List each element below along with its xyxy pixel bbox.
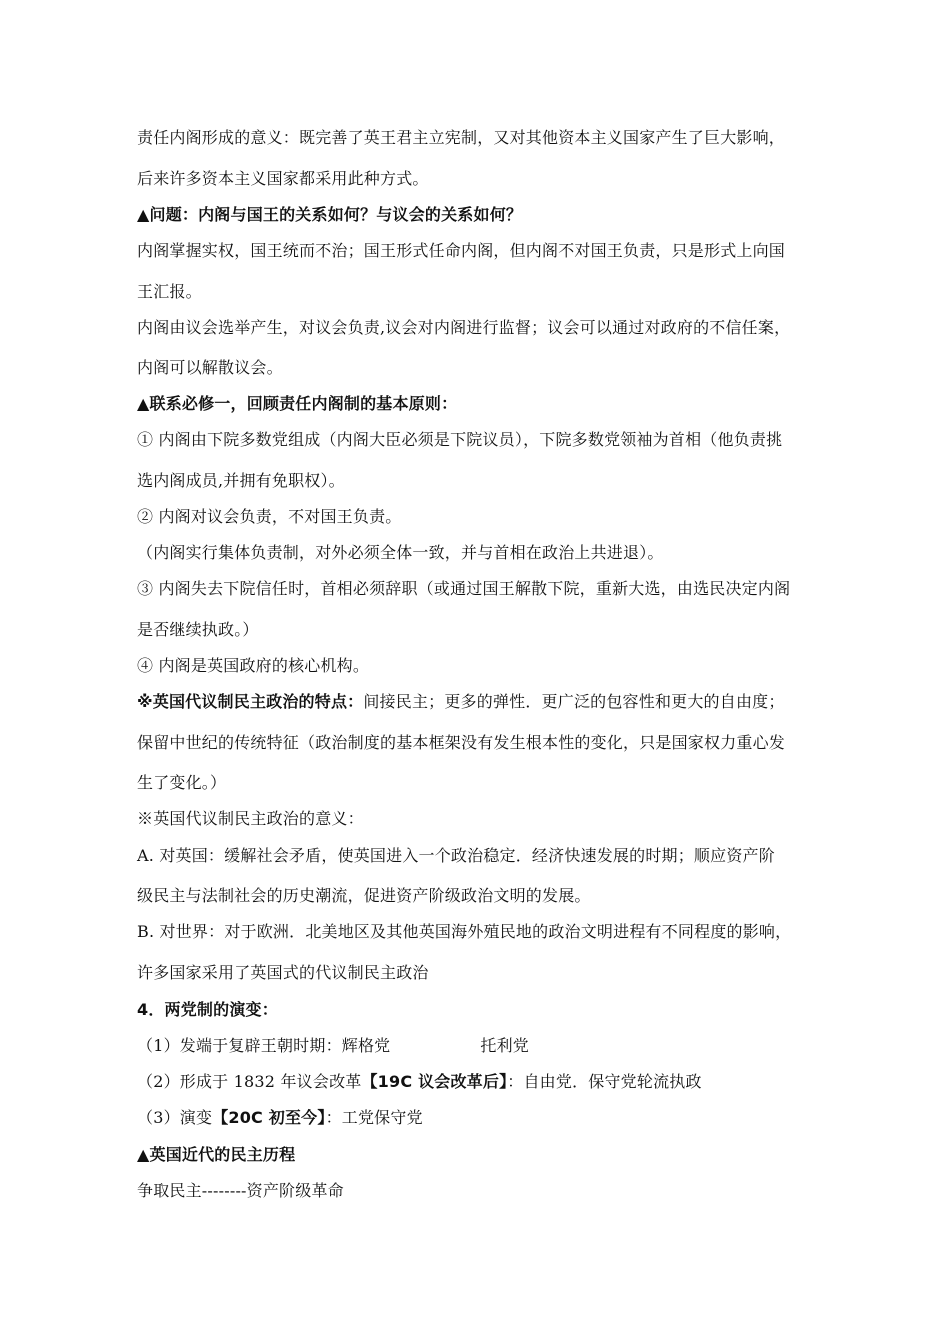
- section-heading: 4．两党制的演变：: [137, 1000, 278, 1019]
- significance-item: B. 对世界：对于欧洲．北美地区及其他英国海外殖民地的政治文明进程有不同程度的影响，: [137, 922, 792, 941]
- significance-item-continued: 许多国家采用了英国式的代议制民主政治: [137, 963, 429, 982]
- paragraph-line: 内阁可以解散议会。: [137, 358, 283, 377]
- party-item-1-party: 托利党: [480, 1036, 529, 1055]
- principles-heading: ▲联系必修一，回顾责任内阁制的基本原则：: [137, 394, 458, 413]
- paragraph-line: 保留中世纪的传统特征（政治制度的基本框架没有发生根本性的变化，只是国家权力重心发: [137, 733, 786, 752]
- principle-item-continued: 选内阁成员,并拥有免职权）。: [137, 471, 345, 490]
- party-item-3: [137, 1108, 423, 1128]
- party-item-3-post: ：工党保守党: [325, 1108, 423, 1127]
- paragraph-line: 生了变化。）: [137, 773, 227, 792]
- party-item-3-bold: 【20C 初至今】: [212, 1108, 326, 1127]
- paragraph-line: 王汇报。: [137, 282, 202, 301]
- party-item-1: [137, 1036, 529, 1056]
- significance-heading: ※英国代议制民主政治的意义：: [137, 809, 364, 828]
- party-item-1-text: （1）发端于复辟王朝时期：辉格党: [137, 1036, 391, 1055]
- paragraph-line: 后来许多资本主义国家都采用此种方式。: [137, 169, 429, 188]
- party-item-3-pre: （3）演变: [137, 1108, 213, 1127]
- significance-item-continued: 级民主与法制社会的历史潮流，促进资产阶级政治文明的发展。: [137, 886, 591, 905]
- party-item-2: [137, 1072, 702, 1092]
- principle-note: （内阁实行集体负责制，对外必须全体一致，并与首相在政治上共进退）。: [137, 543, 664, 562]
- principle-item: ① 内阁由下院多数党组成（内阁大臣必须是下院议员），下院多数党领袖为首相（他负责挑: [137, 430, 783, 449]
- features-text: 间接民主；更多的弹性．更广泛的包容性和更大的自由度；: [363, 692, 785, 711]
- features-label: ※英国代议制民主政治的特点：: [137, 692, 364, 711]
- party-item-2-bold: 【19C 议会改革后】: [361, 1072, 508, 1091]
- paragraph-line: 内阁由议会选举产生，对议会负责,议会对内阁进行监督；议会可以通过对政府的不信任案，: [137, 318, 791, 337]
- principle-item: ② 内阁对议会负责，不对国王负责。: [137, 507, 402, 526]
- principle-item-continued: 是否继续执政。）: [137, 620, 259, 639]
- party-item-2-pre: （2）形成于 1832 年议会改革: [137, 1072, 362, 1091]
- principle-item: ④ 内阁是英国政府的核心机构。: [137, 656, 370, 675]
- paragraph-line: 内阁掌握实权，国王统而不治；国王形式任命内阁，但内阁不对国王负责，只是形式上向国: [137, 241, 786, 260]
- democracy-heading: ▲英国近代的民主历程: [137, 1145, 296, 1164]
- party-item-2-post: ：自由党．保守党轮流执政: [507, 1072, 702, 1091]
- paragraph-line: 争取民主--------资产阶级革命: [137, 1181, 344, 1200]
- paragraph-line: 责任内阁形成的意义：既完善了英王君主立宪制，又对其他资本主义国家产生了巨大影响，: [137, 128, 786, 147]
- principle-item: ③ 内阁失去下院信任时，首相必须辞职（或通过国王解散下院，重新大选，由选民决定内阁: [137, 579, 791, 598]
- significance-item: A. 对英国：缓解社会矛盾，使英国进入一个政治稳定．经济快速发展的时期；顺应资产阶: [137, 846, 775, 865]
- features-line: [137, 692, 785, 712]
- question-heading: ▲问题：内阁与国王的关系如何？与议会的关系如何？: [137, 205, 523, 224]
